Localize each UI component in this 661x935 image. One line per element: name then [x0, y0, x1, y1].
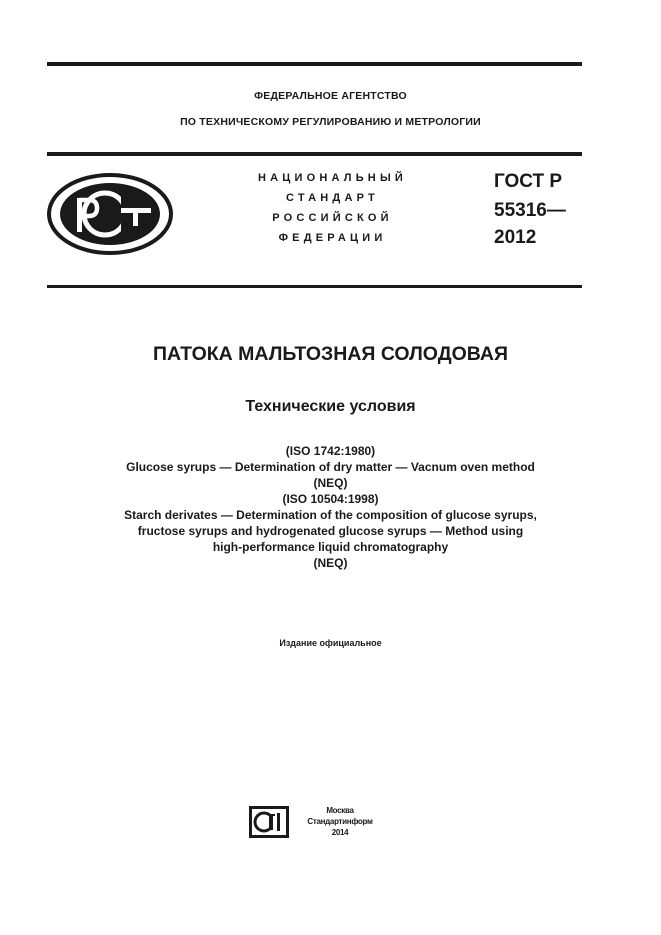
agency-line-2: ПО ТЕХНИЧЕСКОМУ РЕГУЛИРОВАНИЮ И МЕТРОЛОГИИ	[180, 116, 481, 128]
gost-r-certification-mark-icon	[45, 172, 175, 256]
publisher-year: 2014	[331, 828, 349, 837]
national-line-3: РОССИЙСКОЙ	[272, 212, 393, 224]
reference-line-6: fructose syrups and hydrogenated glucose syrups — Method using	[137, 524, 524, 538]
national-line-4: ФЕДЕРАЦИИ	[278, 232, 387, 244]
national-line-1: НАЦИОНАЛЬНЫЙ	[257, 172, 408, 184]
reference-line-5: Starch derivates — Determination of the composition of glucose syrups,	[124, 508, 537, 522]
publisher-city: Москва	[326, 806, 354, 815]
gost-line-2: 55316—	[494, 200, 566, 221]
document-title: ПАТОКА МАЛЬТОЗНАЯ СОЛОДОВАЯ	[153, 343, 508, 365]
gost-line-1: ГОСТ Р	[494, 171, 563, 192]
top-rule	[47, 62, 582, 66]
reference-line-7: high-performance liquid chromatography	[212, 540, 449, 554]
reference-line-8: (NEQ)	[313, 556, 348, 570]
gost-line-3: 2012	[494, 227, 537, 248]
national-line-2: СТАНДАРТ	[286, 192, 379, 204]
reference-line-4: (ISO 10504:1998)	[282, 492, 379, 506]
agency-line-1: ФЕДЕРАЛЬНОЕ АГЕНТСТВО	[254, 90, 407, 102]
publisher-name: Стандартинформ	[307, 817, 373, 826]
reference-line-3: (NEQ)	[313, 476, 348, 490]
header-bottom-rule	[47, 285, 582, 288]
header-top-rule	[47, 152, 582, 156]
reference-line-2: Glucose syrups — Determination of dry matter — Vacnum oven method	[126, 460, 535, 474]
standartinform-logo-icon	[249, 806, 289, 838]
reference-line-1: (ISO 1742:1980)	[285, 444, 376, 458]
edition-label: Издание официальное	[279, 638, 382, 648]
document-subtitle: Технические условия	[245, 398, 416, 415]
